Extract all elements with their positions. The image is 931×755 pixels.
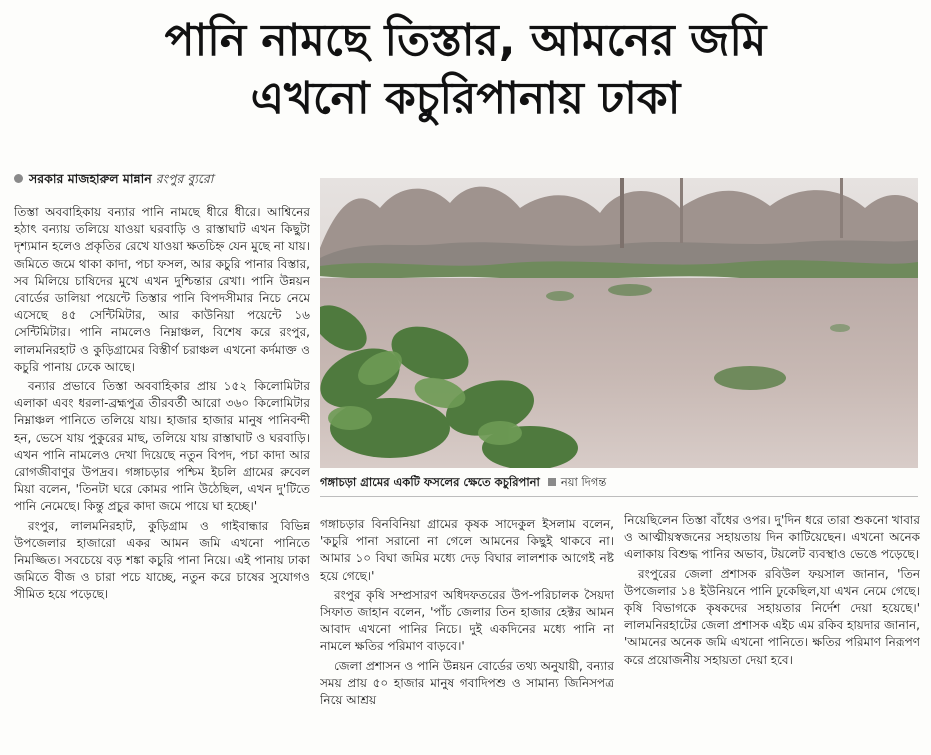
- caption-text: গঙ্গাচড়া গ্রামের একটি ফসলের ক্ষেতে কচুরিপানা: [320, 475, 540, 489]
- square-bullet-icon: [548, 478, 556, 486]
- flooded-field-image: [320, 178, 918, 468]
- paragraph: রংপুর, লালমনিরহাট, কুড়িগ্রাম ও গাইবান্ধার বিভিন্ন উপজেলার হাজারো একর আমন জমি এখনো পানিতে নিমজ্জিত। সবচেয়ে বড় শঙ্কা কচুরি পানা নিয়ে। এই পানায় ঢাকা জমিতে বীজ ও চারা পচে যাচ্ছে, নতুন করে চাষের সুযোগও সীমিত হয়ে পড়েছে।: [14, 518, 310, 602]
- paragraph: নিয়েছিলেন তিস্তা বাঁধের ওপর। দু'দিন ধরে তারা শুকনো খাবার ও আত্মীয়স্বজনের সহায়তায় দিন কাটিয়েছেন। এখনো অনেক এলাকায় বিশুদ্ধ পানির অভাব, টয়লেট ব্যবস্থাও ভেঙে পড়েছে।: [624, 513, 920, 562]
- photo-caption: [320, 474, 918, 490]
- bullet-icon: [14, 174, 23, 183]
- author-name: সরকার মাজহারুল মান্নান: [29, 171, 152, 186]
- paragraph: রংপুর কৃষি সম্প্রসারণ অধিদফতরের উপ-পরিচালক সৈয়দা সিফাত জাহান বলেন, 'পাঁচ জেলার তিন হাজার হেক্টর আমন আবাদ এখনো পানির নিচে। দুই একদিনের মধ্যে পানি না নামলে ক্ষতির পরিমাণ বাড়বে।': [320, 587, 614, 654]
- byline: [14, 170, 314, 188]
- bureau-name: রংপুর ব্যুরো: [155, 171, 214, 186]
- paragraph: রংপুরের জেলা প্রশাসক রবিউল ফয়সাল জানান, 'তিন উপজেলার ১৪ ইউনিয়নে পানি ঢুকেছিল,যা এখন নেমে গেছে। কৃষি বিভাগকে কৃষকদের সহায়তার নির্দেশ দেয়া হয়েছে।' লালমনিরহাটের জেলা প্রশাসক এইচ এম রকিব হায়দার জানান, 'আমনের অনেক জমি এখনো পানিতে। ক্ষতির পরিমাণ নিরূপণ করে প্রয়োজনীয় সহায়তা দেয়া হবে।: [624, 566, 920, 667]
- news-photo: [320, 178, 918, 468]
- divider: [320, 496, 918, 497]
- article-column-2: [320, 516, 614, 746]
- paragraph: বন্যার প্রভাবে তিস্তা অববাহিকার প্রায় ১৫২ কিলোমিটার এলাকা এবং ধরলা-ব্রহ্মপুত্র তীরবর্তী আরো ৩৬০ কিলোমিটার নিম্নাঞ্চল পানিতে তলিয়ে যায়। হাজার হাজার মানুষ পানিবন্দী হন, ভেসে যায় পুকুরের মাছ, তলিয়ে যায় রাস্তাঘাট ও ঘরবাড়ি। এখন পানি নামলেও দেখা দিয়েছে নতুন বিপদ, পচা কাদা আর রোগজীবাণুর উপদ্রব। গঙ্গাচড়ার পশ্চিম ইচলি গ্রামের রুবেল মিয়া বলেন, 'তিনটা ঘরে কোমর পানি উঠেছিল, এখন দু'টিতে পানি নেমেছে। কিন্তু প্রচুর কাদা জমে পায়ে ঘা হচ্ছে।': [14, 379, 310, 514]
- article-column-3: [624, 512, 920, 742]
- paragraph: গঙ্গাচড়ার বিনবিনিয়া গ্রামের কৃষক সাদেকুল ইসলাম বলেন, 'কচুরি পানা সরানো না গেলে আমনের কিছুই থাকবে না। আমার ১০ বিঘা জমির মধ্যে দেড় বিঘার লালশাক আগেই নষ্ট হয়ে গেছে।': [320, 517, 614, 583]
- paragraph: তিস্তা অববাহিকায় বন্যার পানি নামছে ধীরে ধীরে। আশ্বিনের হঠাৎ বন্যায় তলিয়ে যাওয়া ঘরবাড়ি ও রাস্তাঘাট এখন কিছুটা দৃশ্যমান হলেও প্রকৃতির রেখে যাওয়া ক্ষতচিহ্ন যেন মুছে না যায়। জমিতে জমে থাকা কাদা, পচা ফসল, আর কচুরি পানার বিস্তার, সব মিলিয়ে চাষিদের মুখে এখন দুশ্চিন্তার রেখা। পানি উন্নয়ন বোর্ডের ডালিয়া পয়েন্টে তিস্তার পানি বিপদসীমার নিচে নেমে এসেছে ৪৫ সেন্টিমিটার, আর কাউনিয়া পয়েন্টে ১৬ সেন্টিমিটার। পানি নামলেও নিম্নাঞ্চল, বিশেষ করে রংপুর, লালমনিরহাট ও কুড়িগ্রামের বিস্তীর্ণ চরাঞ্চল এখনো কর্দমাক্ত ও কচুরি পানায় ঢেকে আছে।: [14, 205, 310, 374]
- headline-line-1: পানি নামছে তিস্তার, আমনের জমি: [164, 15, 767, 66]
- photo-credit: নয়া দিগন্ত: [560, 475, 607, 489]
- headline-line-2: এখনো কচুরিপানায় ঢাকা: [250, 73, 681, 124]
- article-column-1: [14, 204, 310, 744]
- headline: [0, 12, 931, 128]
- paragraph: জেলা প্রশাসন ও পানি উন্নয়ন বোর্ডের তথ্য অনুযায়ী, বন্যার সময় প্রায় ৫০ হাজার মানুষ গবাদিপশু ও সামান্য জিনিসপত্র নিয়ে আশ্রয়: [320, 658, 614, 708]
